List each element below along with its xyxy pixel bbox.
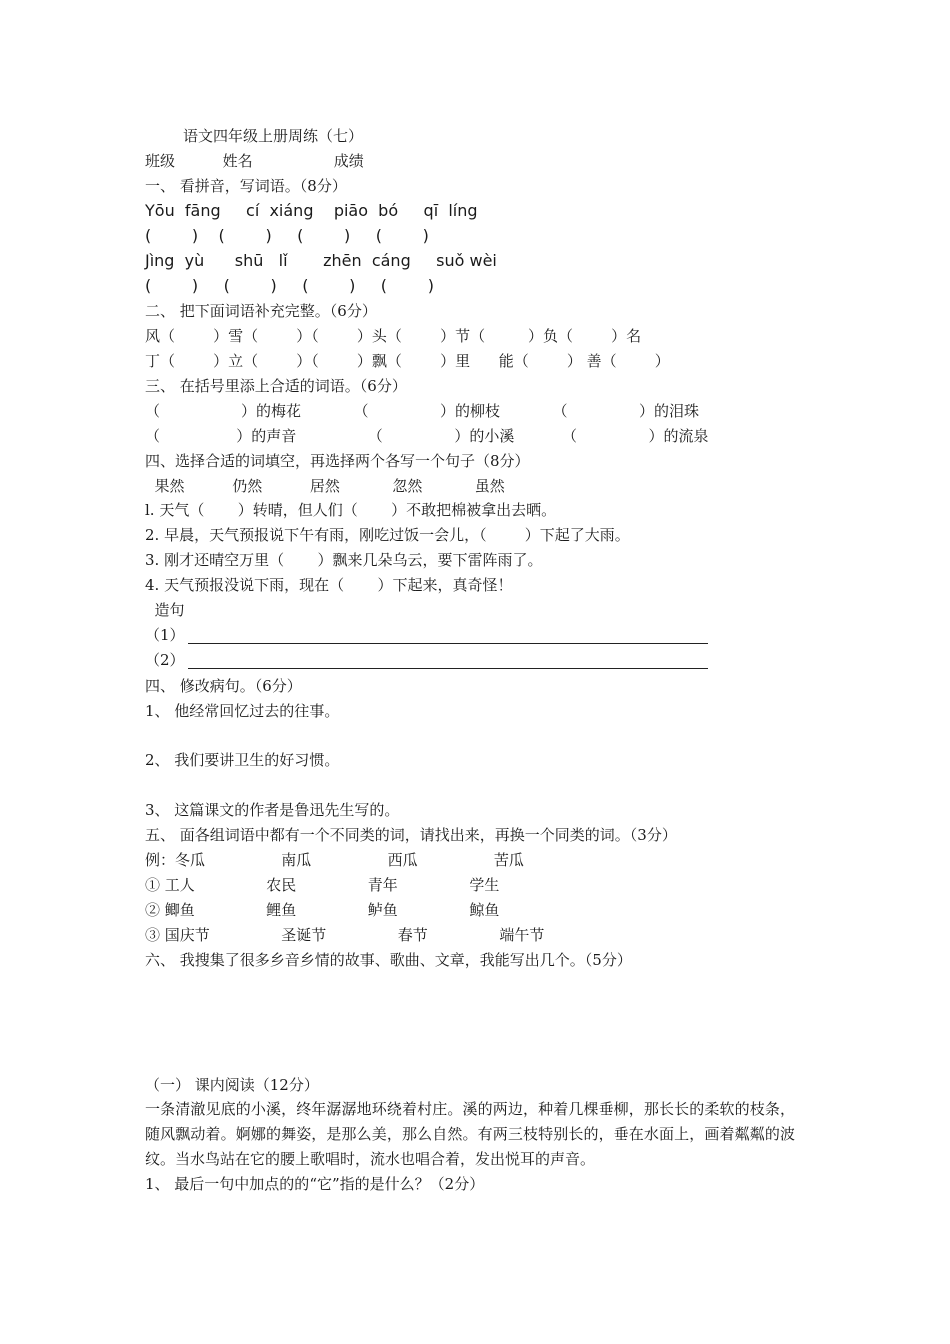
modifier-row-1: （ ）的梅花 （ ）的柳枝 （ ）的泪珠 <box>145 402 699 420</box>
correction-question-3: 3、 这篇课文的作者是鲁迅先生写的。 <box>145 801 400 819</box>
correction-question-1: 1、 他经常回忆过去的往事。 <box>145 702 340 720</box>
word-group-2: ② 鲫鱼 鲤鱼 鲈鱼 鲸鱼 <box>145 901 500 919</box>
word-group-1: ① 工人 农民 青年 学生 <box>145 876 500 894</box>
idiom-row-1: 风（ ）雪（ ）（ ）头（ ）节（ ）负（ ）名 <box>145 327 642 345</box>
idiom-row-2: 丁（ ）立（ ）（ ）飘（ ）里 能（ ） 善（ ） <box>145 352 670 370</box>
header-fields: 班级 姓名 成绩 <box>145 152 364 170</box>
section-3-heading: 三、 在括号里添上合适的词语。（6分） <box>145 377 407 395</box>
reading-heading: （一） 课内阅读（12分） <box>145 1076 319 1094</box>
section-6-heading: 五、 面各组词语中都有一个不同类的词，请找出来，再换一个同类的词。（3分） <box>145 826 677 844</box>
section-2-heading: 二、 把下面词语补充完整。（6分） <box>145 302 377 320</box>
sentence-answer-line-2[interactable] <box>188 668 708 669</box>
modifier-row-2: （ ）的声音 （ ）的小溪 （ ）的流泉 <box>145 427 709 445</box>
reading-passage: 一条清澈见底的小溪，终年潺潺地环绕着村庄。溪的两边，种着几棵垂柳，那长长的柔软的枝条，随风飘动着。婀娜的舞姿，是那么美，那么自然。有两三枝特别长的，垂在水面上，画着粼粼的波纹。当水鸟站在它的腰上歌唱时，流水也唱合着，发出悦耳的声音。 <box>145 1100 795 1168</box>
sentence-number-2: （2） <box>145 651 185 669</box>
fill-question-4: 4. 天气预报没说下雨，现在（ ）下起来，真奇怪！ <box>145 576 513 594</box>
fill-question-3: 3. 刚才还晴空万里（ ）飘来几朵乌云，要下雷阵雨了。 <box>145 551 543 569</box>
reading-question-1: 1、 最后一句中加点的的“它”指的是什么？（2分） <box>145 1175 485 1193</box>
correction-question-2: 2、 我们要讲卫生的好习惯。 <box>145 751 340 769</box>
pinyin-row-2: Jìng yù shū lǐ zhēn cáng suǒ wèi <box>145 251 497 270</box>
pinyin-row-1: Yōu fāng cí xiáng piāo bó qī líng <box>145 201 478 220</box>
fill-question-2: 2. 早晨，天气预报说下午有雨，刚吃过饭一会儿，（ ）下起了大雨。 <box>145 526 630 544</box>
sentence-answer-line-1[interactable] <box>188 643 708 644</box>
example-group: 例：冬瓜 南瓜 西瓜 苦瓜 <box>145 851 524 869</box>
answer-blanks-row-1: ( ) ( ) ( ) ( ) <box>145 226 429 245</box>
word-choices: 果然 仍然 居然 忽然 虽然 <box>145 477 505 495</box>
worksheet-title: 语文四年级上册周练（七） <box>183 127 364 145</box>
section-7-heading: 六、 我搜集了很多乡音乡情的故事、歌曲、文章，我能写出几个。（5分） <box>145 951 632 969</box>
fill-question-1: l. 天气（ ）转晴，但人们（ ）不敢把棉被拿出去晒。 <box>145 501 557 519</box>
make-sentence-label: 造句 <box>145 601 185 619</box>
section-1-heading: 一、 看拼音，写词语。（8分） <box>145 177 347 195</box>
section-5-heading: 四、 修改病句。（6分） <box>145 677 302 695</box>
answer-blanks-row-2: ( ) ( ) ( ) ( ) <box>145 276 434 295</box>
sentence-number-1: （1） <box>145 626 185 644</box>
word-group-3: ③ 国庆节 圣诞节 春节 端午节 <box>145 926 545 944</box>
section-4-heading: 四、选择合适的词填空，再选择两个各写一个句子（8分） <box>145 452 530 470</box>
